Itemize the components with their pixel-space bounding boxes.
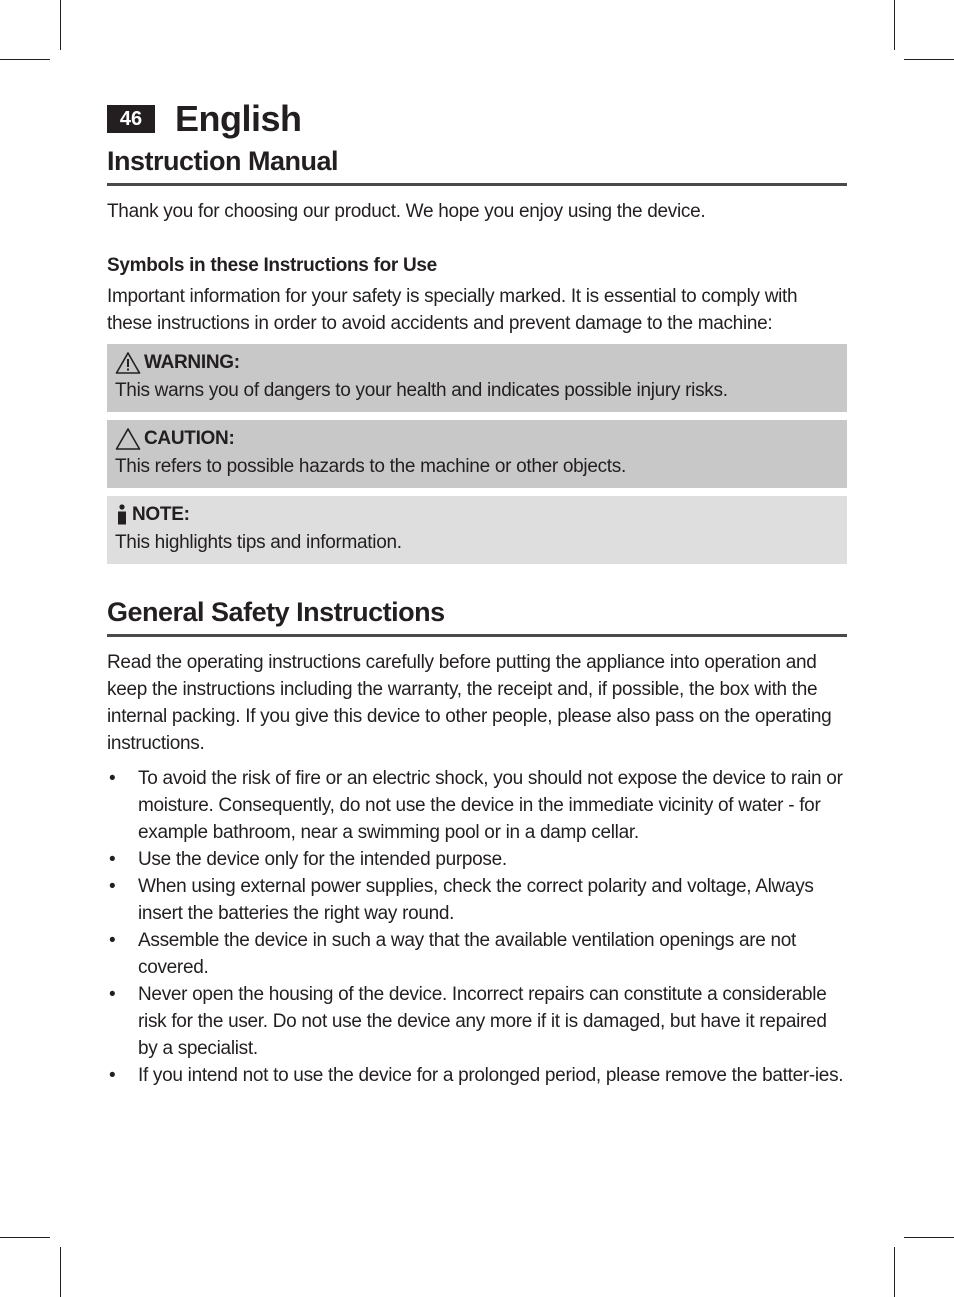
warning-text: This warns you of dangers to your health and indicates possible injury risks.: [115, 380, 728, 401]
bullet-icon: •: [109, 930, 116, 951]
note-text: This highlights tips and information.: [115, 532, 402, 553]
bullet-icon: •: [109, 984, 116, 1005]
intro-text: Thank you for choosing our product. We hope you enjoy using the device.: [107, 201, 706, 222]
general-safety-intro: Read the operating instructions carefully before putting the appliance into operation and keep the instructions including the warranty, the receipt and, if possible, the box with the internal packing. If you give this device to other people, please also pass on the operating instructions.: [107, 652, 832, 754]
crop-mark: [60, 0, 61, 50]
bullet-icon: •: [109, 876, 116, 897]
caution-triangle-icon: [115, 427, 141, 451]
crop-mark: [894, 0, 895, 50]
general-safety-title: General Safety Instructions: [107, 597, 847, 637]
safety-list: [107, 765, 847, 1089]
crop-mark: [0, 59, 50, 60]
crop-mark: [0, 1237, 50, 1238]
list-item: • Never open the housing of the device. Incorrect repairs can constitute a considerable risk for the user. Do not use the device any more if it is damaged, but have it repaired by a specialist.: [107, 981, 847, 1062]
instruction-manual-title: Instruction Manual: [107, 146, 847, 186]
list-item: • Assemble the device in such a way that the available ventilation openings are not covered.: [107, 927, 847, 981]
language-title: English: [175, 98, 302, 139]
list-item: • If you intend not to use the device for a prolonged period, please remove the batter-ies.: [107, 1062, 847, 1089]
crop-mark: [904, 59, 954, 60]
warning-label: WARNING:: [144, 352, 240, 373]
symbols-text: Important information for your safety is specially marked. It is essential to comply with these instructions in order to avoid accidents and prevent damage to the machine:: [107, 286, 798, 334]
bullet-icon: •: [109, 849, 116, 870]
page-header: [107, 96, 302, 142]
page-content: [107, 146, 847, 1089]
crop-mark: [904, 1237, 954, 1238]
list-item: • Use the device only for the intended purpose.: [107, 846, 847, 873]
caution-text: This refers to possible hazards to the machine or other objects.: [115, 456, 626, 477]
note-box: [107, 496, 847, 564]
crop-mark: [60, 1247, 61, 1297]
caution-label: CAUTION:: [144, 428, 235, 449]
crop-mark: [894, 1247, 895, 1297]
bullet-icon: •: [109, 768, 116, 789]
list-item: • To avoid the risk of fire or an electric shock, you should not expose the device to rain or moisture. Consequently, do not use the device in the immediate vicinity of water - for example bathroom, near a swimming pool or in a damp cellar.: [107, 765, 847, 846]
list-item: • When using external power supplies, check the correct polarity and voltage, Always insert the batteries the right way round.: [107, 873, 847, 927]
bullet-icon: •: [109, 1065, 116, 1086]
symbols-title: Symbols in these Instructions for Use: [107, 255, 437, 276]
caution-box: [107, 420, 847, 488]
page-number: 46: [107, 105, 155, 133]
warning-triangle-icon: [115, 351, 141, 375]
info-icon: [115, 503, 129, 527]
note-label: NOTE:: [132, 504, 190, 525]
warning-box: [107, 344, 847, 412]
